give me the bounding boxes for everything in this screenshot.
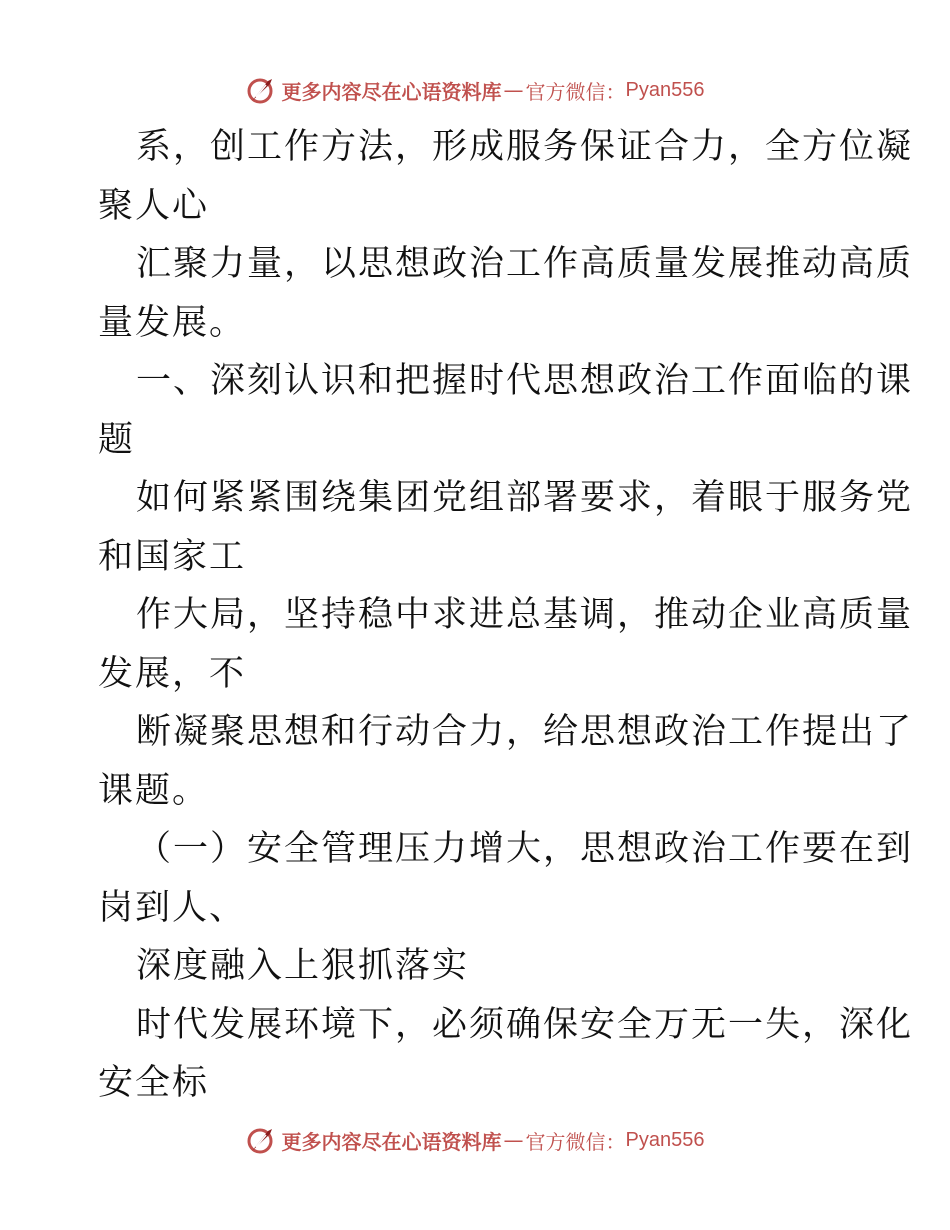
wechat-id: Pyan556 (625, 1128, 705, 1151)
text-line: 作大局，坚持稳中求进总基调，推动企业高质量 (136, 595, 914, 635)
subsection-heading: （一）安全管理压力增大，思想政治工作要在到 (136, 829, 914, 869)
text-line: 聚人心 (98, 185, 210, 226)
separator-dash: — (503, 78, 524, 102)
wechat-label: 官方微信： (525, 1129, 626, 1154)
text-line: 量发展。 (98, 302, 247, 343)
header-banner (0, 70, 950, 110)
text-line: 汇聚力量，以思想政治工作高质量发展推动高质 (136, 244, 914, 284)
section-heading: 一、深刻认识和把握时代思想政治工作面临的课 (136, 361, 914, 401)
text-line: 时代发展环境下，必须确保安全万无一失，深化 (136, 1004, 914, 1045)
separator-dash: — (503, 1128, 524, 1152)
brand-text: 更多内容尽在心语资料库 (281, 1129, 502, 1154)
text-line: 系，创工作方法，形成服务保证合力，全方位凝 (136, 127, 914, 167)
wechat-label: 官方微信： (525, 79, 626, 104)
footer-banner (0, 1120, 950, 1160)
quill-logo-icon (246, 75, 276, 105)
text-line: 安全标 (98, 1063, 210, 1103)
text-line: 和国家工 (98, 536, 247, 577)
quill-logo-icon (246, 1125, 276, 1155)
subsection-heading-cont: 岗到人、 (98, 887, 247, 928)
subsection-heading-cont: 深度融入上狠抓落实 (136, 946, 470, 986)
document-body (98, 118, 914, 1113)
brand-text: 更多内容尽在心语资料库 (281, 79, 502, 104)
wechat-id: Pyan556 (625, 78, 705, 101)
text-line: 断凝聚思想和行动合力，给思想政治工作提出了 (136, 712, 914, 752)
text-line: 课题。 (98, 770, 210, 811)
text-line: 发展，不 (98, 653, 247, 694)
text-line: 如何紧紧围绕集团党组部署要求，着眼于服务党 (136, 478, 914, 518)
section-heading-cont: 题 (98, 419, 136, 460)
